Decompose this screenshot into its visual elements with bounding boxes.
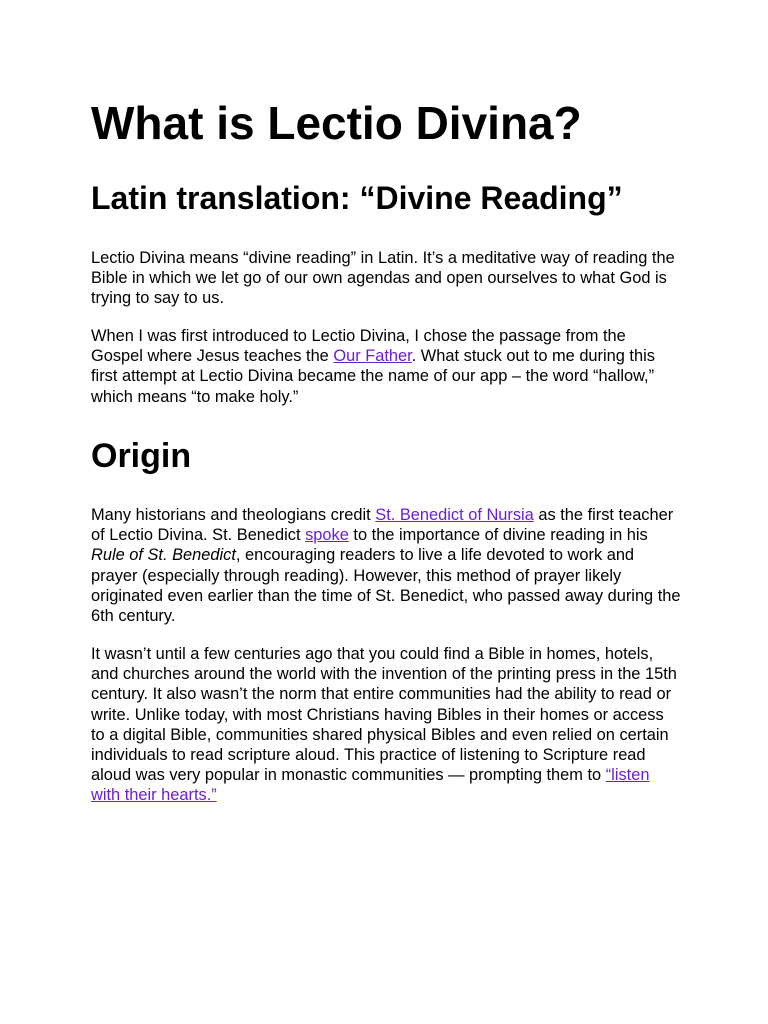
paragraph-text: When I was first introduced to Lectio Divina, I chose the passage from the Gospel where Jesus teaches the (91, 327, 626, 366)
our-father-link[interactable]: Our Father (333, 347, 412, 366)
listen-with-hearts-link[interactable]: “listen with their hearts.” (91, 766, 650, 805)
first-experience-paragraph (91, 326, 681, 407)
paragraph-text: , encouraging readers to live a life devoted to work and prayer (especially through reading). However, this method of prayer likely originated even earlier than the time of St. Benedict, who passed away during the 6th century. (91, 546, 681, 626)
st-benedict-link[interactable]: St. Benedict of Nursia (375, 506, 534, 524)
subtitle-heading: Latin translation: “Divine Reading” (91, 180, 623, 216)
paragraph-text: It wasn’t until a few centuries ago that you could find a Bible in homes, hotels, and churches around the world with the invention of the printing press in the 15th century. It also wasn’t the norm that entire communities had the ability to read or write. Unlike today, with most Christians having Bibles in their homes or access to a digital Bible, communities shared physical Bibles and even relied on certain individuals to read scripture aloud. This practice of listening to Scripture read aloud was very popular in monastic communities — prompting them to (91, 645, 677, 785)
page-title: What is Lectio Divina? (91, 97, 582, 149)
paragraph-text: Many historians and theologians credit (91, 506, 376, 524)
spoke-link[interactable]: spoke (305, 526, 349, 545)
paragraph-text: . What stuck out to me during this first attempt at Lectio Divina became the name of our app – the word “hallow,” which means “to make holy.” (91, 347, 655, 406)
origin-paragraph (91, 505, 681, 626)
paragraph-text: to the importance of divine reading in his (348, 526, 648, 545)
intro-paragraph: Lectio Divina means “divine reading” in Latin. It’s a meditative way of reading the Bible in which we let go of our own agendas and open ourselves to what God is trying to say to us. (91, 249, 675, 308)
paragraph-text: as the first teacher of Lectio Divina. St. Benedict (91, 506, 674, 545)
history-paragraph (91, 644, 681, 806)
origin-heading: Origin (91, 437, 192, 475)
rule-of-st-benedict-title: Rule of St. Benedict (91, 546, 236, 565)
